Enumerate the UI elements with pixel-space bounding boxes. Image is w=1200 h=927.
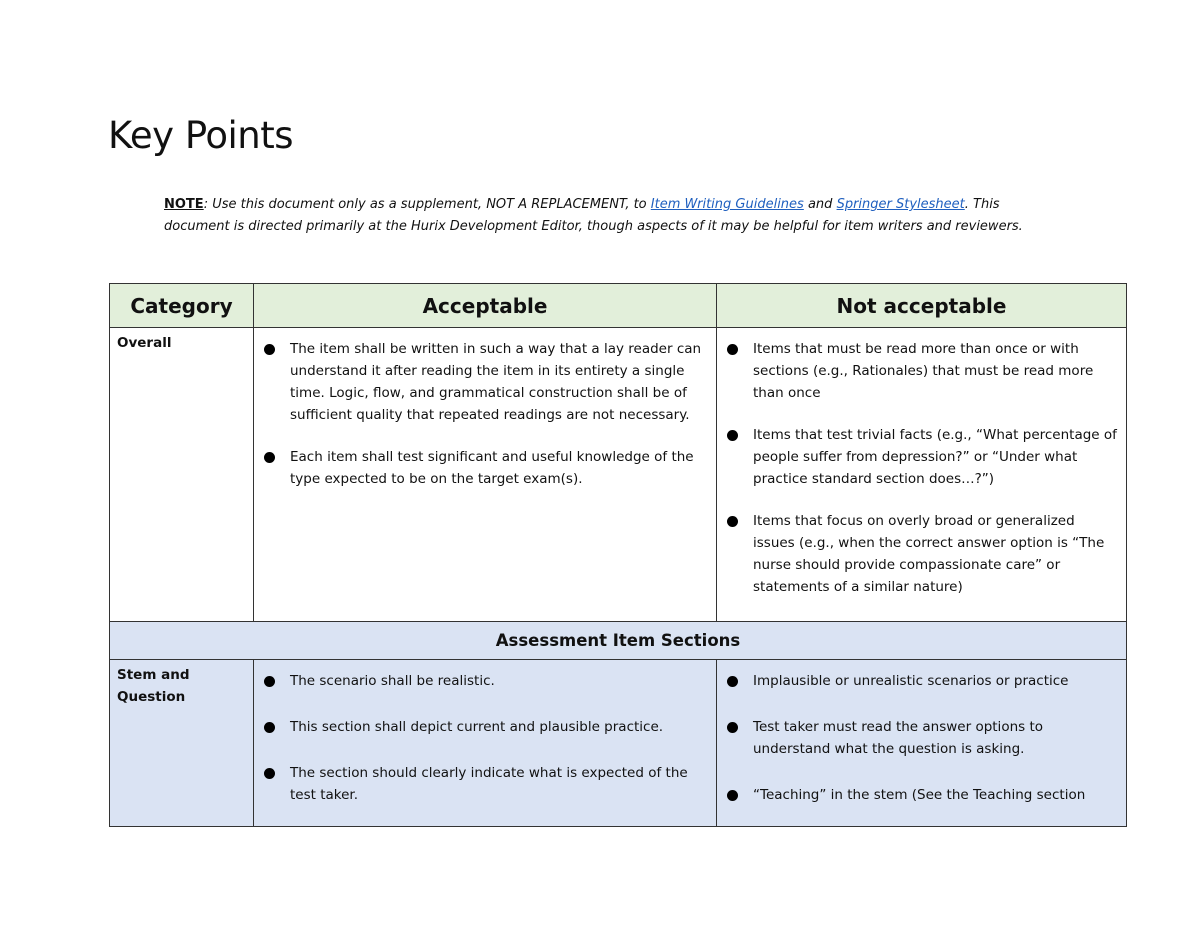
page-title: Key Points	[108, 114, 293, 157]
not-acceptable-cell	[717, 328, 1127, 622]
bullet-icon	[264, 722, 275, 733]
category-cell	[110, 660, 254, 827]
list-item-text: The item shall be written in such a way that a lay reader can understand it after reading the item in its entirety a single time. Logic, flow, and grammatical construction shall be of sufficient quality that repeated readings are not necessary.	[290, 341, 702, 423]
bullet-icon	[727, 516, 738, 527]
list-item-text: Implausible or unrealistic scenarios or practice	[753, 673, 1069, 689]
list-item	[290, 446, 708, 490]
table-header-row	[110, 284, 1127, 328]
note-text-before: Use this document only as a supplement, NOT A REPLACEMENT, to	[208, 197, 651, 212]
list-item-text: This section shall depict current and plausible practice.	[290, 719, 664, 735]
list-item-text: Items that test trivial facts (e.g., “What percentage of people suffer from depression?” or “Under what practice standard section does…?”)	[753, 427, 1117, 487]
not-acceptable-list	[717, 660, 1126, 814]
list-item-text: Items that must be read more than once or with sections (e.g., Rationales) that must be read more than once	[753, 341, 1094, 401]
list-item-text: The section should clearly indicate what is expected of the test taker.	[290, 765, 688, 803]
springer-stylesheet-link[interactable]: Springer Stylesheet	[836, 197, 965, 212]
section-heading-row	[110, 622, 1127, 660]
header-category: Category	[110, 284, 254, 328]
table-row-stem	[110, 660, 1127, 827]
not-acceptable-cell	[717, 660, 1127, 827]
note-text-middle: and	[803, 197, 837, 212]
bullet-icon	[727, 790, 738, 801]
bullet-icon	[264, 344, 275, 355]
list-item	[753, 510, 1118, 598]
note-label: NOTE	[164, 197, 204, 212]
list-item	[290, 670, 708, 692]
acceptable-cell	[254, 660, 717, 827]
list-item-text: “Teaching” in the stem (See the Teaching section	[753, 787, 1086, 803]
acceptable-cell	[254, 328, 717, 622]
list-item-text: Each item shall test significant and useful knowledge of the type expected to be on the target exam(s).	[290, 449, 694, 487]
list-item	[753, 424, 1118, 490]
list-item	[290, 338, 708, 426]
list-item-text: The scenario shall be realistic.	[290, 673, 495, 689]
bullet-icon	[264, 676, 275, 687]
category-stem-and-question: Stem and Question	[117, 667, 190, 705]
list-item	[753, 784, 1118, 806]
not-acceptable-list	[717, 328, 1126, 610]
list-item	[753, 338, 1118, 404]
list-item	[753, 716, 1118, 760]
category-cell	[110, 328, 254, 622]
bullet-icon	[727, 676, 738, 687]
list-item	[753, 670, 1118, 692]
header-acceptable: Acceptable	[254, 284, 717, 328]
bullet-icon	[727, 344, 738, 355]
note-text-after: . This document is directed primarily at the Hurix Development Editor, though aspects of it may be helpful for item writers and reviewers.	[164, 197, 1023, 234]
item-writing-guidelines-link[interactable]: Item Writing Guidelines	[650, 197, 804, 212]
list-item	[290, 716, 708, 738]
category-overall: Overall	[117, 335, 172, 351]
header-not-acceptable: Not acceptable	[717, 284, 1127, 328]
note-colon: :	[203, 197, 209, 212]
bullet-icon	[727, 430, 738, 441]
bullet-icon	[727, 722, 738, 733]
bullet-icon	[264, 452, 275, 463]
list-item-text: Items that focus on overly broad or generalized issues (e.g., when the correct answer option is “The nurse should provide compassionate care” or statements of a similar nature)	[753, 513, 1105, 595]
acceptable-list	[254, 328, 716, 502]
list-item	[290, 762, 708, 806]
acceptable-list	[254, 660, 716, 814]
note-paragraph	[164, 194, 1064, 238]
key-points-table	[109, 283, 1127, 827]
section-heading: Assessment Item Sections	[110, 622, 1127, 660]
bullet-icon	[264, 768, 275, 779]
list-item-text: Test taker must read the answer options to understand what the question is asking.	[753, 719, 1044, 757]
table-row-overall	[110, 328, 1127, 622]
